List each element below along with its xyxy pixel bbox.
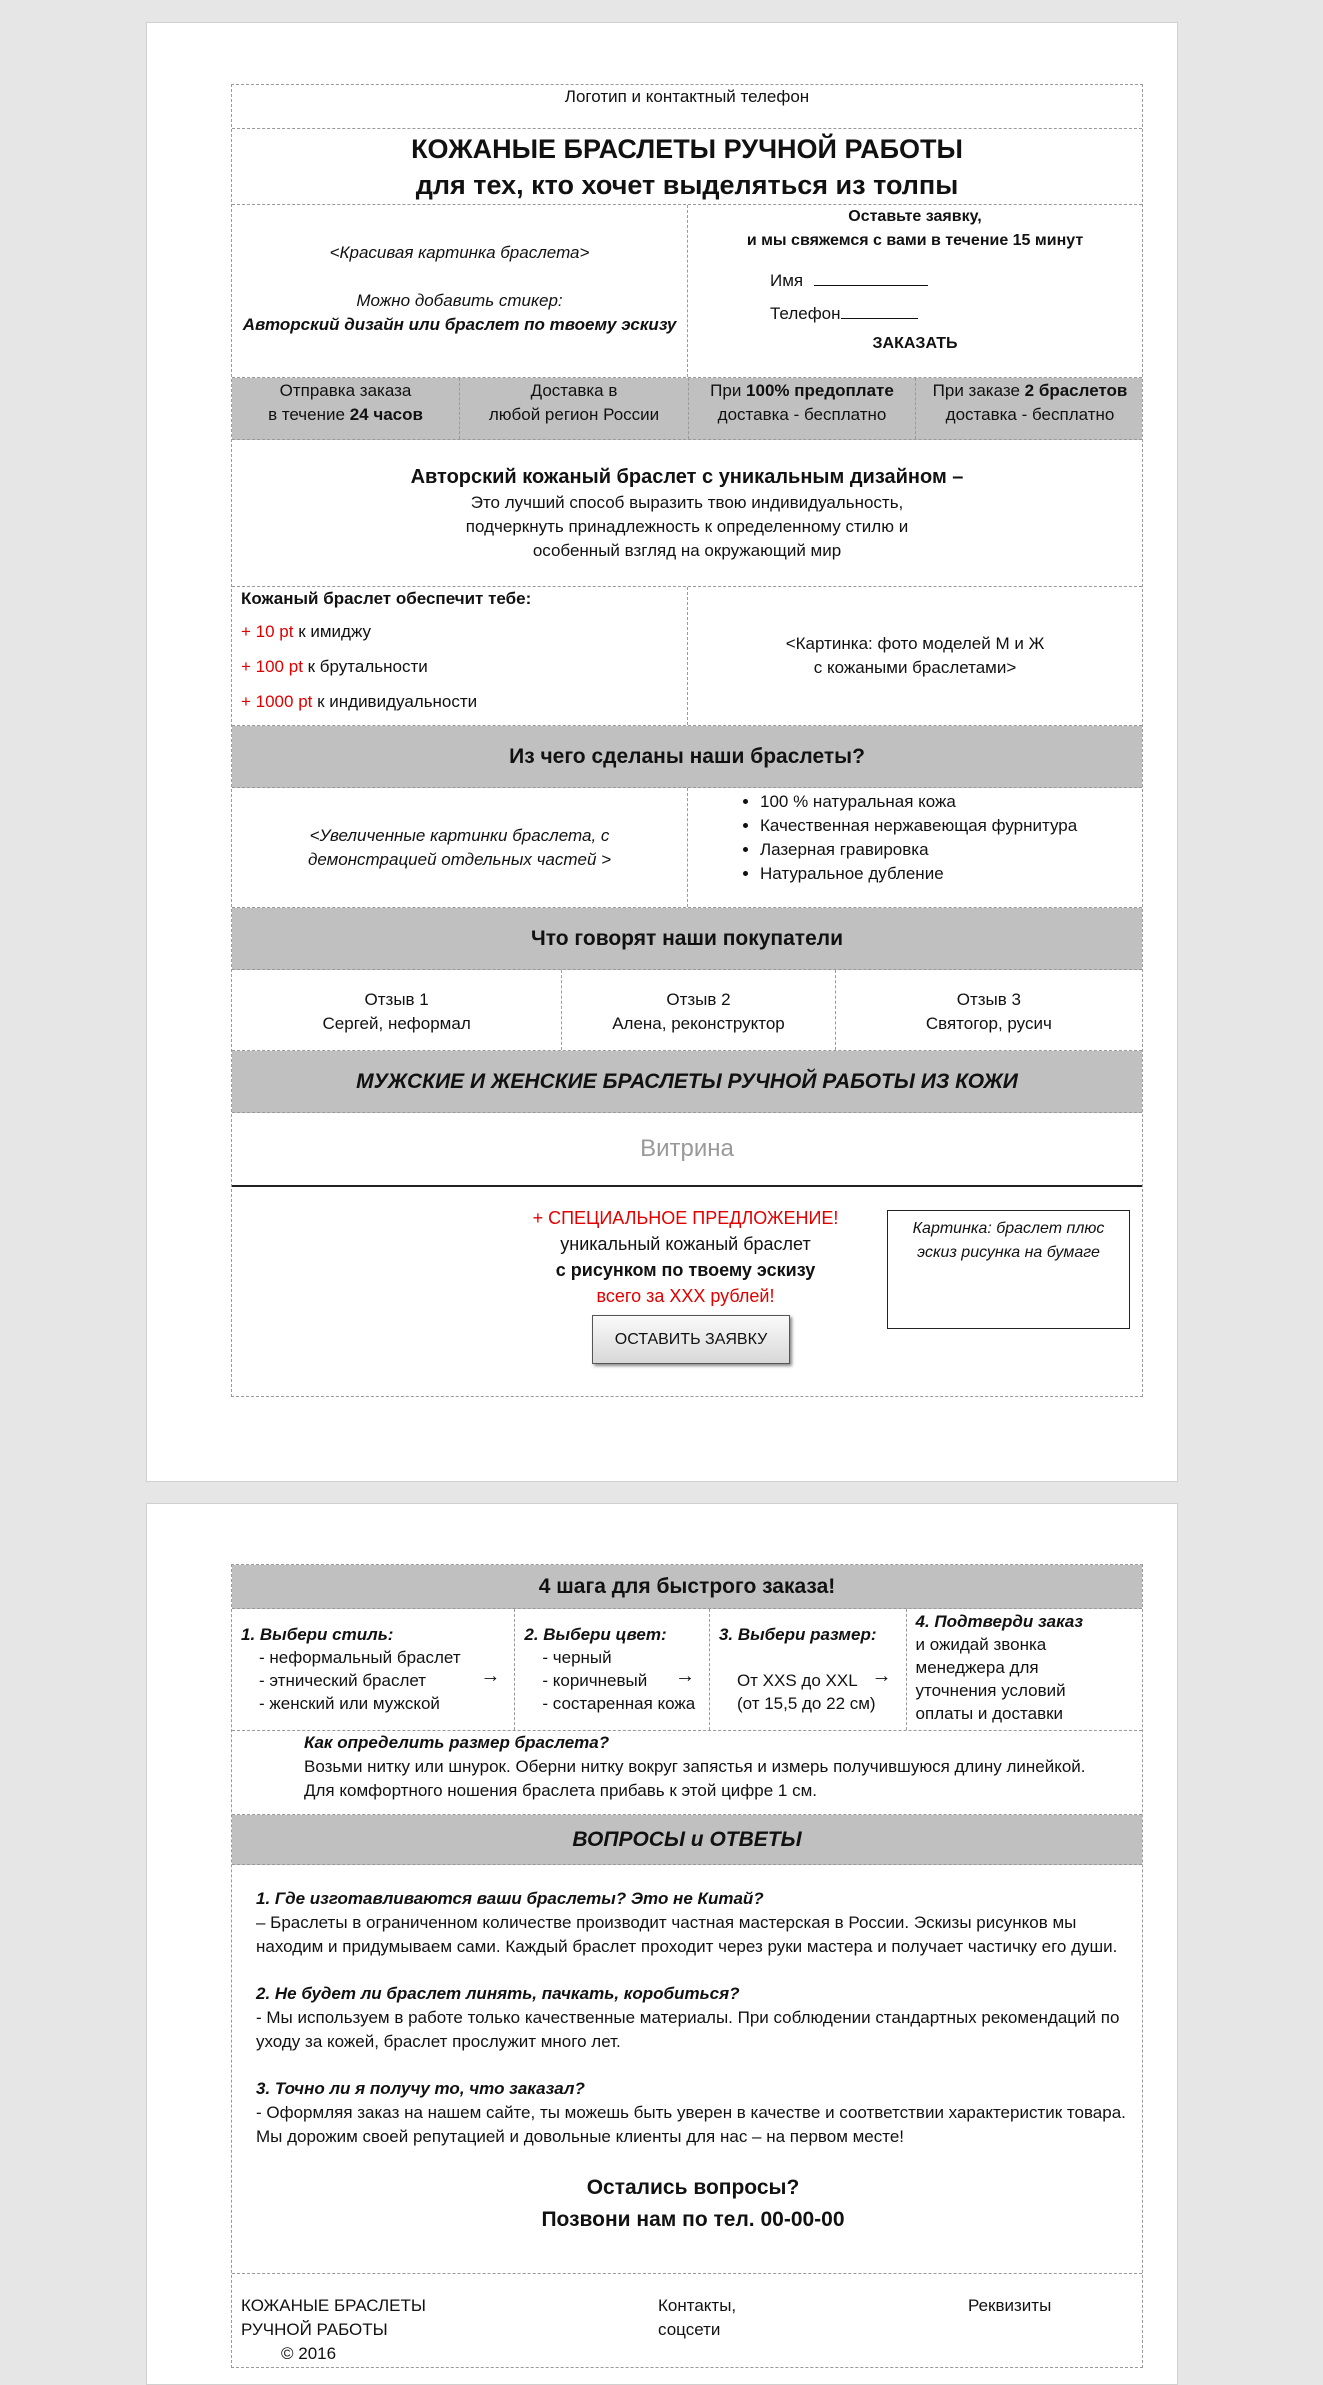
benefit-3-line1-bold: 100% предоплате: [746, 381, 894, 400]
review-author: Святогор, русич: [925, 1014, 1052, 1033]
reviews-heading: Что говорят наши покупатели: [531, 926, 843, 950]
benefit-1-line1: Отправка заказа: [279, 381, 412, 400]
review-card[interactable]: [836, 970, 1142, 1050]
benefit-2-line2: любой регион России: [488, 405, 660, 424]
footer-contacts-link[interactable]: [658, 2294, 736, 2342]
step-title: 1. Выбери стиль:: [241, 1625, 394, 1644]
benefit-4-line1-bold: 2 браслетов: [1024, 381, 1128, 400]
provides-item-text: к индивидуальности: [312, 692, 478, 711]
title-row: [232, 129, 1142, 205]
step-option: - этнический браслет: [259, 1671, 427, 1690]
provides-item: [241, 690, 678, 713]
benefit-4-line2: доставка - бесплатно: [945, 405, 1115, 424]
benefit-4-line1: [916, 379, 1144, 403]
size-help-row: [232, 1731, 1142, 1815]
review-card[interactable]: [232, 970, 562, 1050]
hero-picture: [232, 205, 688, 377]
materials-picture-line1: <Увеличенные картинки браслета, с: [309, 825, 610, 845]
special-offer-picture: [887, 1210, 1130, 1329]
step-option: - неформальный браслет: [259, 1648, 461, 1667]
faq-answer: – Браслеты в ограниченном количестве производит частная мастерская в России. Эскизы рисунков мы находим и придумываем сами. Каждый браслет проходит через руки мастера и получает частичку его души.: [256, 1913, 1118, 1956]
step-text: оплаты и доставки: [915, 1704, 1064, 1723]
name-field[interactable]: [770, 271, 928, 291]
step-choose-color: [515, 1609, 710, 1730]
step-text: уточнения условий: [915, 1681, 1066, 1700]
faq-heading: ВОПРОСЫ и ОТВЕТЫ: [572, 1827, 802, 1851]
benefits-row: [232, 378, 1142, 440]
footer-contacts-line1: Контакты,: [658, 2296, 737, 2315]
provides-item: [241, 620, 678, 643]
materials-heading-row: [232, 726, 1142, 788]
benefit-two-bracelets: [916, 378, 1144, 439]
hero-picture-note: <Красивая картинка браслета>: [329, 243, 590, 262]
faq-question: 3. Точно ли я получу то, что заказал?: [256, 2079, 585, 2098]
step-choose-style: [232, 1609, 515, 1730]
leave-request-button[interactable]: ОСТАВИТЬ ЗАЯВКУ: [592, 1315, 790, 1364]
reviews-row: [232, 970, 1142, 1051]
steps-row: [232, 1609, 1142, 1731]
size-help-question: Как определить размер браслета?: [304, 1733, 610, 1752]
special-offer-text: [530, 1205, 841, 1309]
special-offer-line3: с рисунком по твоему эскизу: [555, 1260, 816, 1280]
special-offer-title: + СПЕЦИАЛЬНОЕ ПРЕДЛОЖЕНИЕ!: [532, 1208, 839, 1228]
landing-layout-continued: [231, 1564, 1143, 2368]
faq-item: [256, 1887, 1130, 1959]
step-text: менеджера для: [915, 1658, 1039, 1677]
review-title: Отзыв 2: [666, 990, 731, 1009]
reviews-heading-row: [232, 908, 1142, 970]
review-author: Сергей, неформал: [322, 1014, 471, 1033]
size-help-answer-line2: Для комфортного ношения браслета прибавь к этой цифре 1 см.: [304, 1781, 818, 1800]
review-author: Алена, реконструктор: [612, 1014, 785, 1033]
provides-row: [232, 587, 1142, 726]
page-1: [146, 22, 1178, 1482]
step-title: 3. Выбери размер:: [718, 1625, 877, 1644]
benefit-4-line1-text: При заказе: [932, 381, 1025, 400]
provides-item-text: к брутальности: [302, 657, 428, 676]
materials-picture: [232, 788, 688, 907]
benefit-1-line2: [232, 403, 459, 427]
special-offer-price: всего за ХХХ рублей!: [596, 1286, 775, 1306]
faq-heading-row: [232, 1815, 1142, 1865]
name-label: Имя: [770, 271, 804, 290]
step-confirm-order: [907, 1609, 1142, 1730]
provides-item-points: + 100 pt: [241, 657, 303, 676]
review-title: Отзыв 1: [364, 990, 429, 1009]
provides-item: [241, 655, 678, 678]
provides-list: [232, 587, 688, 725]
step-title: 4. Подтверди заказ: [915, 1612, 1084, 1631]
step-choose-size: [710, 1609, 907, 1730]
benefit-1-line2-text: в течение: [268, 405, 350, 424]
name-input-line[interactable]: [814, 272, 928, 286]
review-title: Отзыв 3: [956, 990, 1021, 1009]
step-option: - состаренная кожа: [542, 1694, 696, 1713]
provides-title: Кожаный браслет обеспечит тебе:: [241, 589, 532, 608]
benefit-3-line2: доставка - бесплатно: [717, 405, 887, 424]
materials-item: • Лазерная гравировка: [760, 838, 1142, 862]
arrow-right-icon: →: [871, 1665, 892, 1687]
faq-list: [232, 1865, 1142, 2274]
special-offer-picture-line1: Картинка: браслет плюс: [912, 1220, 1105, 1237]
hero-row: [232, 205, 1142, 378]
benefit-prepayment: [689, 378, 916, 439]
review-card[interactable]: [562, 970, 835, 1050]
call-question: Остались вопросы?: [586, 2176, 800, 2199]
faq-answer: - Мы используем в работе только качественные материалы. При соблюдении стандартных рекомендаций по уходу за кожей, браслет прослужит много лет.: [256, 2008, 1120, 2051]
order-form: [688, 205, 1142, 377]
benefit-shipping-time: [232, 378, 460, 439]
showcase-placeholder: Витрина: [640, 1135, 734, 1162]
footer-contacts-line2: соцсети: [658, 2320, 721, 2339]
materials-item: • Качественная нержавеющая фурнитура: [760, 814, 1142, 838]
order-form-title: [688, 205, 1142, 253]
step-option: - коричневый: [542, 1671, 648, 1690]
special-offer-line2: уникальный кожаный браслет: [560, 1234, 811, 1254]
step-text: и ожидай звонка: [915, 1635, 1047, 1654]
step-size-range: От XXS до XXL: [736, 1671, 858, 1690]
phone-label: Телефон: [770, 304, 841, 323]
steps-heading-row: [232, 1565, 1142, 1609]
faq-item: [256, 1982, 1130, 2054]
sticker-note: Можно добавить стикер:: [356, 291, 563, 310]
step-option: - женский или мужской: [259, 1694, 440, 1713]
call-phone: Позвони нам по тел. 00-00-00: [541, 2208, 845, 2231]
showcase-heading-row: [232, 1051, 1142, 1113]
logo-placeholder: Логотип и контактный телефон: [564, 87, 810, 106]
step-size-cm: (от 15,5 до 22 см): [736, 1694, 876, 1713]
benefit-3-line1: [689, 379, 915, 403]
models-picture-line1: <Картинка: фото моделей М и Ж: [785, 634, 1045, 653]
provides-item-points: + 10 pt: [241, 622, 294, 641]
landing-layout: [231, 84, 1143, 1397]
materials-list: [688, 788, 1142, 907]
materials-item: • Натуральное дубление: [760, 862, 1142, 886]
materials-item: • 100 % натуральная кожа: [760, 790, 1142, 814]
faq-item: [256, 2077, 1130, 2149]
size-help-answer-line1: Возьми нитку или шнурок. Оберни нитку вокруг запястья и измерь получившуюся длину линейкой.: [304, 1757, 1086, 1776]
footer-brand-line1: КОЖАНЫЕ БРАСЛЕТЫ: [241, 2296, 426, 2315]
unique-headline: Авторский кожаный браслет с уникальным дизайном –: [410, 466, 964, 488]
order-form-title-line1: Оставьте заявку,: [848, 208, 982, 225]
models-picture-line2: с кожаными браслетами>: [813, 658, 1017, 677]
step-title: 2. Выбери цвет:: [524, 1625, 667, 1644]
models-picture: [688, 587, 1142, 725]
materials-heading: Из чего сделаны наши браслеты?: [509, 744, 865, 768]
logo-row: [232, 85, 1142, 129]
unique-line-1: Это лучший способ выразить твою индивидуальность,: [470, 493, 904, 512]
provides-item-points: + 1000 pt: [241, 692, 313, 711]
footer-copyright: © 2016: [281, 2344, 337, 2363]
benefit-delivery-region: [460, 378, 689, 439]
unique-line-2: подчеркнуть принадлежность к определенному стилю и: [465, 517, 909, 536]
phone-input-line[interactable]: [841, 305, 918, 319]
footer-brand-line2: РУЧНОЙ РАБОТЫ: [241, 2320, 388, 2339]
sticker-text: Авторский дизайн или браслет по твоему эскизу: [242, 315, 677, 334]
steps-heading: 4 шага для быстрого заказа!: [538, 1574, 836, 1598]
order-form-title-line2: и мы свяжемся с вами в течение 15 минут: [746, 232, 1084, 249]
provides-item-text: к имиджу: [293, 622, 372, 641]
showcase-area: [232, 1113, 1142, 1187]
materials-row: [232, 788, 1142, 908]
arrow-right-icon: →: [480, 1665, 501, 1687]
faq-question: 2. Не будет ли браслет линять, пачкать, коробиться?: [256, 1984, 740, 2003]
showcase-heading: МУЖСКИЕ И ЖЕНСКИЕ БРАСЛЕТЫ РУЧНОЙ РАБОТЫ ИЗ КОЖИ: [356, 1069, 1018, 1093]
footer: [232, 2274, 1142, 2367]
footer-brand: [241, 2294, 426, 2342]
benefit-2-line1: Доставка в: [530, 381, 618, 400]
unique-line-3: особенный взгляд на окружающий мир: [532, 541, 842, 560]
unique-design-row: [232, 440, 1142, 587]
special-offer-row: [232, 1187, 1142, 1396]
step-option: - черный: [542, 1648, 612, 1667]
benefit-3-line1-text: При: [710, 381, 747, 400]
order-submit-button[interactable]: ЗАКАЗАТЬ: [872, 335, 958, 352]
special-offer-picture-line2: эскиз рисунка на бумаге: [917, 1244, 1100, 1261]
main-title: КОЖАНЫЕ БРАСЛЕТЫ РУЧНОЙ РАБОТЫ: [411, 133, 963, 164]
faq-question: 1. Где изготавливаются ваши браслеты? Это не Китай?: [256, 1889, 764, 1908]
call-to-action: [256, 2172, 1130, 2236]
arrow-right-icon: →: [674, 1665, 695, 1687]
footer-requisites-link[interactable]: Реквизиты: [968, 2296, 1052, 2315]
page-2: [146, 1503, 1178, 2385]
phone-field[interactable]: [770, 304, 918, 324]
main-subtitle: для тех, кто хочет выделяться из толпы: [415, 169, 959, 200]
benefit-1-line2-bold: 24 часов: [349, 405, 423, 424]
faq-answer: - Оформляя заказ на нашем сайте, ты можешь быть уверен в качестве и соответствии характеристик товара. Мы дорожим своей репутацией и довольные клиенты для нас – на первом месте!: [256, 2103, 1126, 2146]
materials-picture-line2: демонстрацией отдельных частей >: [307, 849, 612, 869]
